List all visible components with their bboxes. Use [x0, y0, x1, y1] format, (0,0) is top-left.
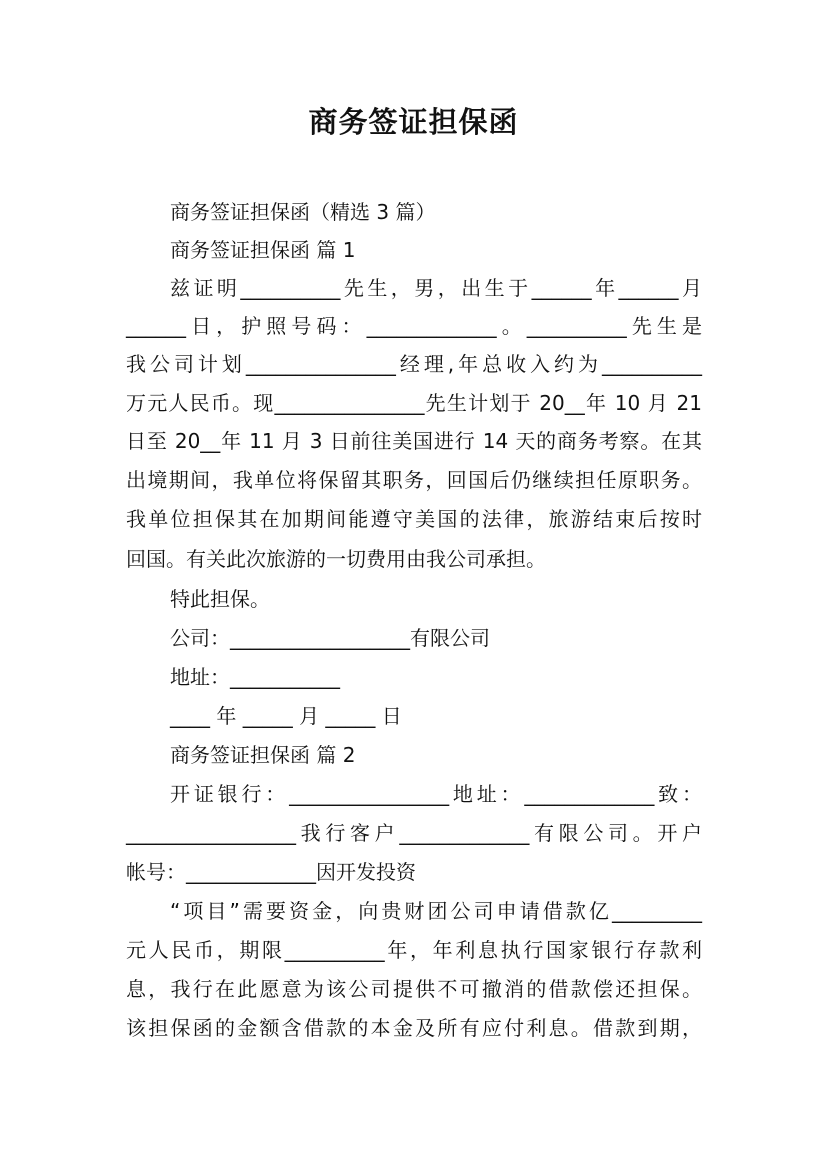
date-line: ____ 年 _____ 月 _____ 日 [170, 704, 402, 728]
paragraph-line: “项目”需要资金，向贵财团公司申请借款亿_________ [170, 899, 702, 923]
paragraph-line: 回国。有关此次旅游的一切费用由我公司承担。 [126, 547, 546, 571]
address-line: 地址：___________ [170, 665, 340, 689]
paragraph-line: 兹证明__________先生，男，出生于______年______月 [170, 276, 702, 300]
closing-line: 特此担保。 [170, 587, 270, 611]
document-title: 商务签证担保函 [308, 105, 519, 139]
paragraph-line: 该担保函的金额含借款的本金及所有应付利息。借款到期， [126, 1016, 702, 1040]
section-heading-1: 商务签证担保函 篇 1 [170, 238, 356, 262]
section-heading-2: 商务签证担保函 篇 2 [170, 743, 356, 767]
paragraph-line: ______日，护照号码：_____________。__________先生是 [126, 314, 702, 338]
company-line: 公司：__________________有限公司 [170, 626, 490, 650]
paragraph-line: 万元人民币。现_______________先生计划于 20__年 10 月 21 [126, 391, 702, 415]
paragraph-line: _________________我行客户_____________有限公司。开户 [126, 821, 702, 845]
paragraph-line: 日至 20__年 11 月 3 日前往美国进行 14 天的商务考察。在其 [126, 429, 702, 453]
paragraph-line: 我单位担保其在加期间能遵守美国的法律，旅游结束后按时 [126, 507, 702, 531]
paragraph-line: 息，我行在此愿意为该公司提供不可撤消的借款偿还担保。 [126, 977, 702, 1001]
paragraph-line: 元人民币，期限__________年，年利息执行国家银行存款利 [126, 938, 702, 962]
paragraph-line: 开证银行：________________地址：_____________致： [170, 782, 702, 806]
paragraph-line: 出境期间，我单位将保留其职务，回国后仍继续担任原职务。 [126, 468, 702, 492]
subtitle-line: 商务签证担保函（精选 3 篇） [170, 200, 436, 224]
paragraph-line: 帐号：_____________因开发投资 [126, 860, 416, 884]
paragraph-line: 我公司计划_______________经理,年总收入约为__________ [126, 352, 702, 376]
